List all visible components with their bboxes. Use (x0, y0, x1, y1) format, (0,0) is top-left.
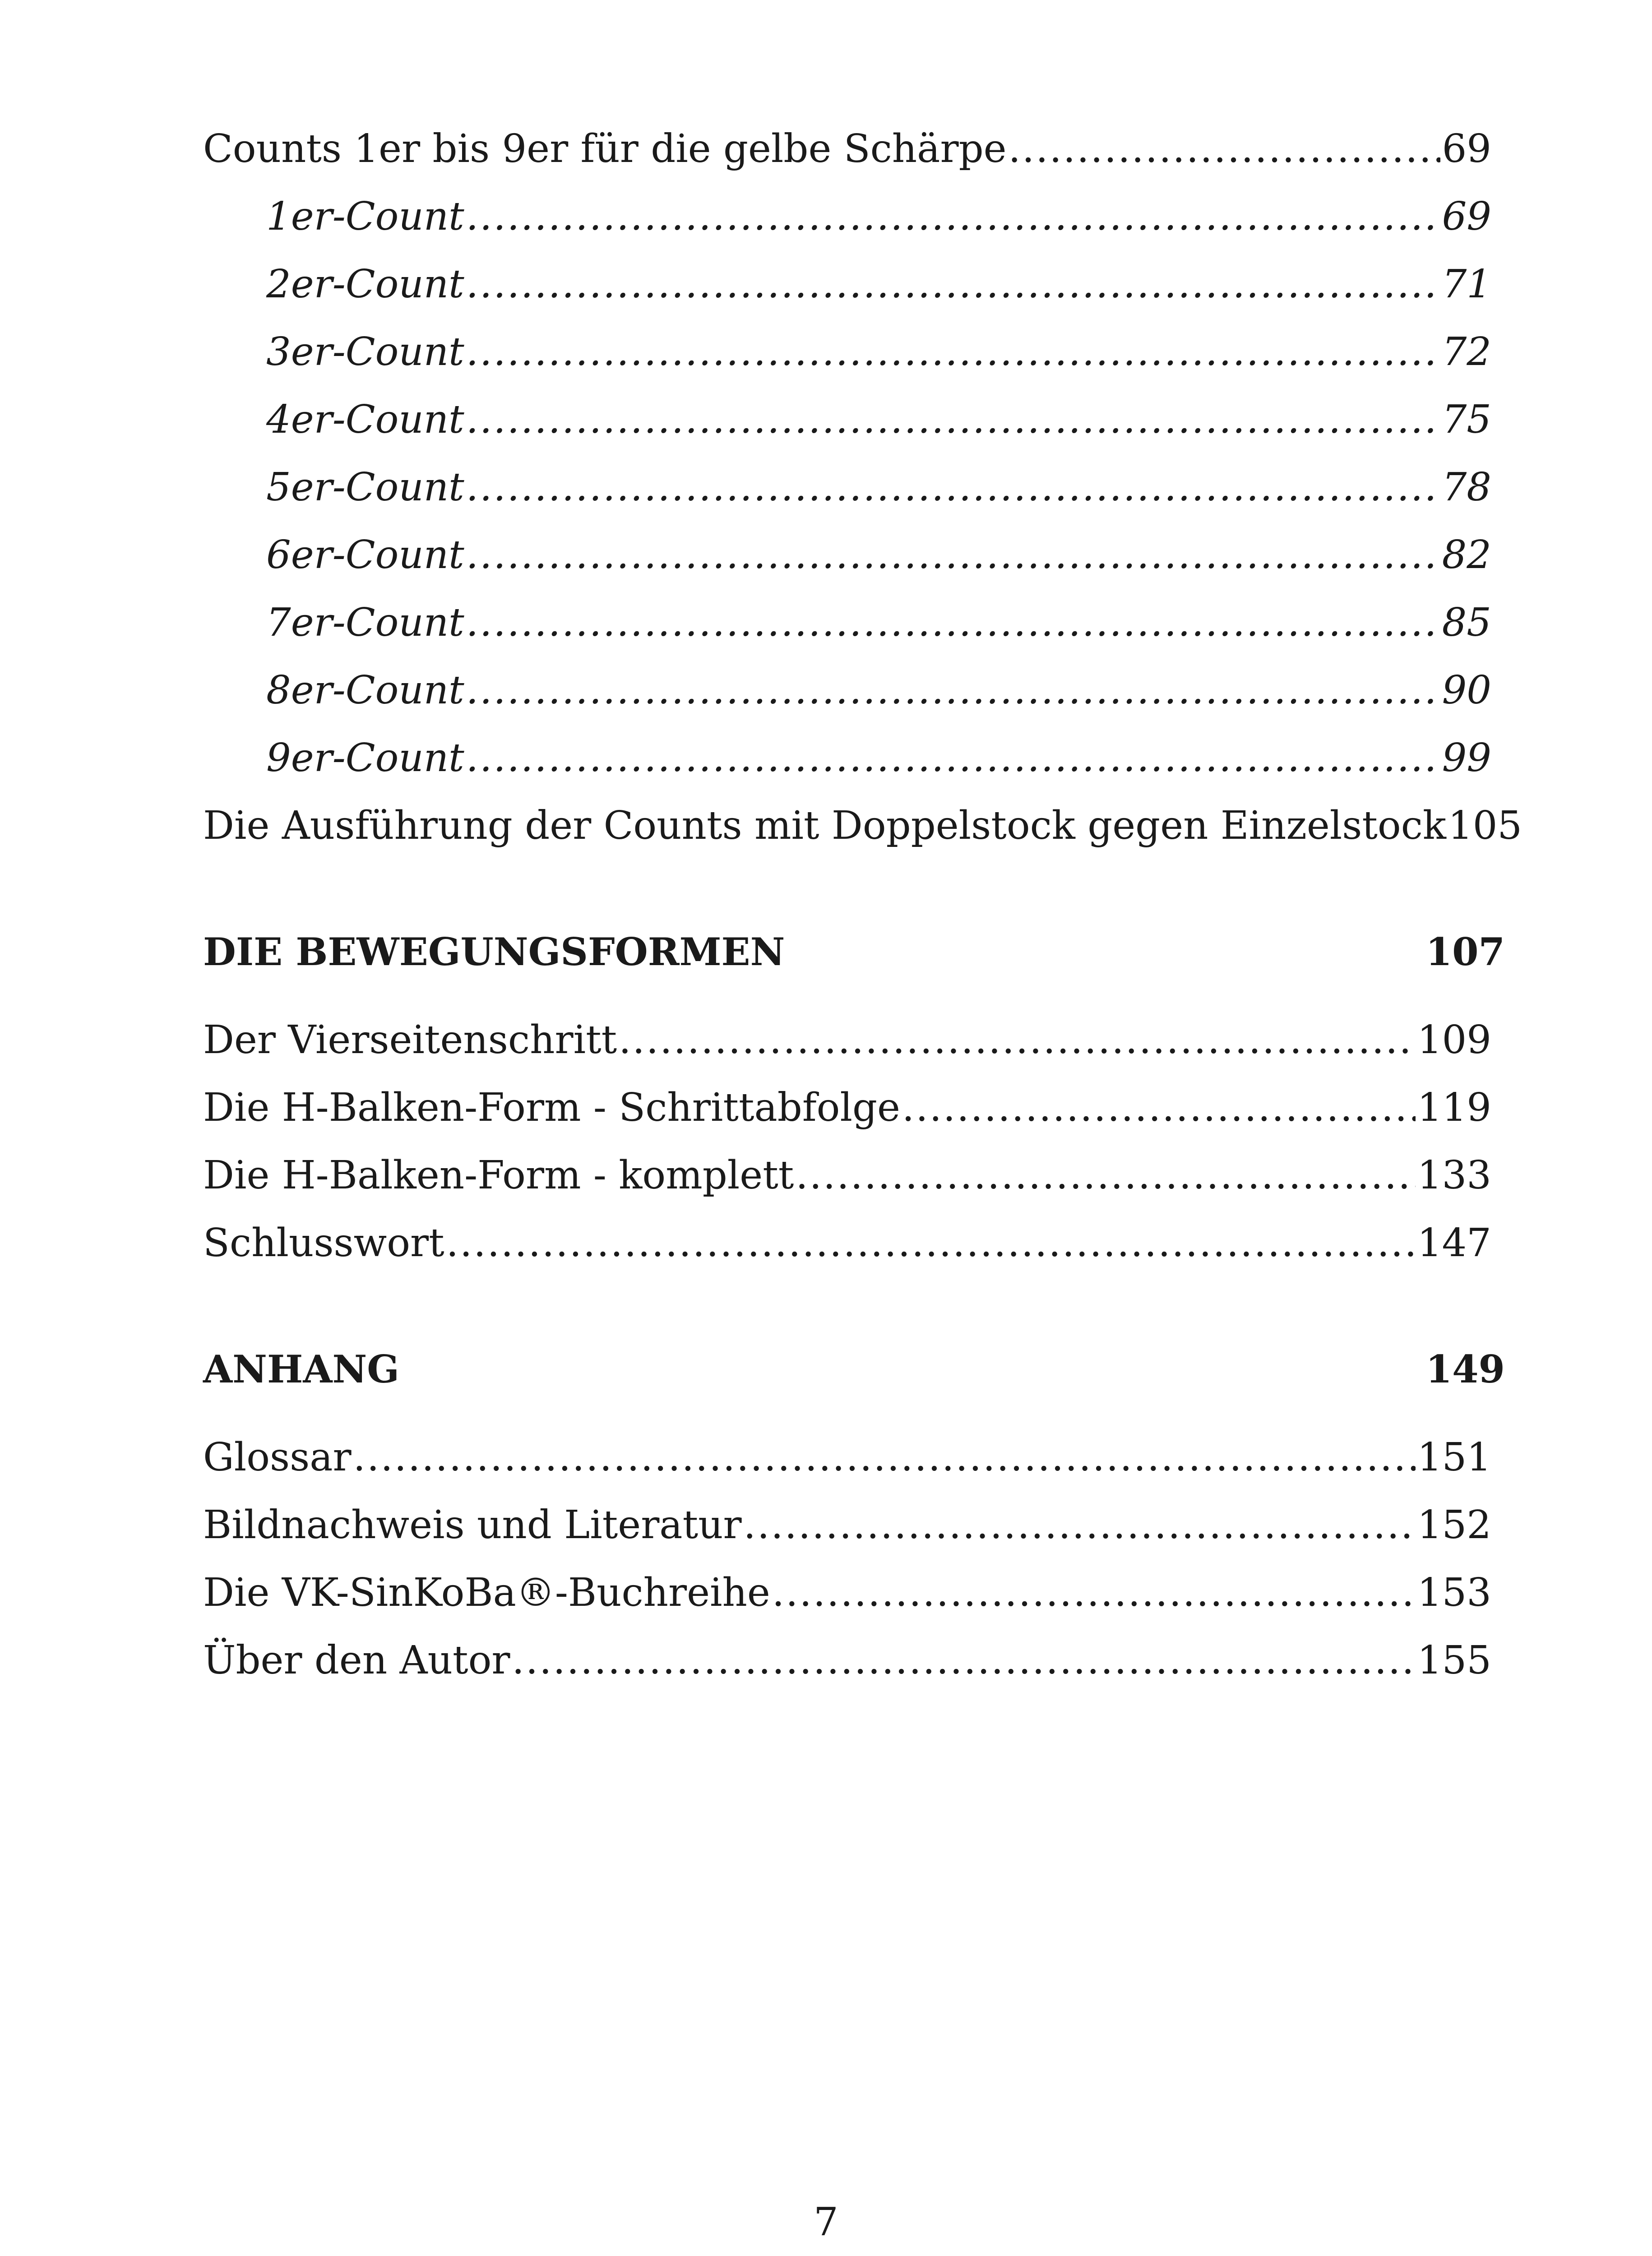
dot-leader (466, 183, 1440, 250)
toc-entry-page: 147 (1417, 1220, 1491, 1266)
toc-entry-label: 3er-Count (266, 329, 464, 374)
toc-entry-label: Die Ausführung der Counts mit Doppelstock gegen Einzelstock (203, 803, 1446, 848)
toc-entry-label: 6er-Count (266, 532, 464, 578)
toc-entry-label: 1er-Count (266, 194, 464, 239)
dot-leader (466, 656, 1440, 724)
toc-entry-label: 5er-Count (266, 465, 464, 510)
toc-entry-label: Schlusswort (203, 1220, 444, 1266)
dot-leader (466, 453, 1440, 521)
toc-entry-page: 105 (1448, 803, 1522, 848)
toc-subentry (203, 724, 1491, 792)
toc-entry-label: Die H-Balken-Form - Schrittabfolge (203, 1085, 900, 1130)
toc-subentry (203, 453, 1491, 521)
toc-entry-page: 155 (1417, 1638, 1491, 1683)
toc-subentry (203, 183, 1491, 250)
toc-entry (203, 1074, 1491, 1142)
section-page: 149 (1425, 1347, 1505, 1392)
toc-entry (203, 1627, 1491, 1694)
toc-entry (203, 1142, 1491, 1209)
toc-entry-page: 71 (1442, 262, 1491, 307)
dot-leader (466, 386, 1440, 453)
toc-entry-label: Über den Autor (203, 1638, 510, 1683)
toc-entry-page: 69 (1442, 194, 1491, 239)
dot-leader (466, 521, 1440, 589)
dot-leader (1009, 115, 1440, 183)
dot-leader (512, 1627, 1415, 1694)
toc-entry-page: 69 (1442, 126, 1491, 171)
toc-entry-page: 85 (1442, 600, 1491, 645)
toc-subentry (203, 318, 1491, 386)
toc-entry-label: 8er-Count (266, 668, 464, 713)
toc-entry-label: Die H-Balken-Form - komplett (203, 1153, 794, 1198)
dot-leader (744, 1491, 1416, 1559)
toc-entry (203, 1209, 1491, 1277)
dot-leader (466, 250, 1440, 318)
section-title: ANHANG (203, 1347, 400, 1392)
toc-entry-label: Die VK-SinKoBa®-Buchreihe (203, 1570, 770, 1615)
toc-section-heading (203, 918, 1505, 986)
toc-entry-page: 90 (1442, 668, 1491, 713)
toc-entry-page: 119 (1417, 1085, 1491, 1130)
table-of-contents (203, 115, 1522, 1694)
toc-entry (203, 792, 1522, 860)
section-page: 107 (1425, 929, 1505, 974)
toc-entry-page: 75 (1442, 397, 1491, 442)
toc-entry-page: 152 (1417, 1502, 1491, 1548)
dot-leader (796, 1142, 1416, 1209)
toc-subentry (203, 250, 1491, 318)
dot-leader (466, 318, 1440, 386)
toc-entry-label: Bildnachweis und Literatur (203, 1502, 742, 1548)
dot-leader (446, 1209, 1416, 1277)
toc-entry-page: 109 (1417, 1017, 1491, 1063)
toc-subentry (203, 589, 1491, 656)
toc-entry-page: 151 (1417, 1435, 1491, 1480)
page-number: 7 (814, 2200, 838, 2245)
toc-entry-page: 82 (1442, 532, 1491, 578)
toc-entry (203, 115, 1491, 183)
dot-leader (902, 1074, 1416, 1142)
toc-entry-label: Glossar (203, 1435, 352, 1480)
toc-entry-label: 7er-Count (266, 600, 464, 645)
toc-entry-label: Der Vierseitenschritt (203, 1017, 617, 1063)
dot-leader (619, 1006, 1416, 1074)
dot-leader (466, 589, 1440, 656)
section-title: DIE BEWEGUNGSFORMEN (203, 929, 785, 974)
toc-subentry (203, 521, 1491, 589)
toc-subentry (203, 656, 1491, 724)
toc-entry-label: Counts 1er bis 9er für die gelbe Schärpe (203, 126, 1007, 171)
toc-entry-page: 99 (1442, 735, 1491, 781)
dot-leader (466, 724, 1440, 792)
dot-leader (353, 1424, 1416, 1491)
toc-entry-label: 9er-Count (266, 735, 464, 781)
toc-entry (203, 1424, 1491, 1491)
toc-entry-page: 133 (1417, 1153, 1491, 1198)
toc-entry-page: 78 (1442, 465, 1491, 510)
toc-entry-label: 2er-Count (266, 262, 464, 307)
toc-section-heading (203, 1336, 1505, 1403)
toc-entry (203, 1006, 1491, 1074)
dot-leader (772, 1559, 1416, 1627)
toc-entry-label: 4er-Count (266, 397, 464, 442)
toc-entry-page: 153 (1417, 1570, 1491, 1615)
toc-subentry (203, 386, 1491, 453)
toc-entry (203, 1559, 1491, 1627)
toc-entry-page: 72 (1442, 329, 1491, 374)
toc-entry (203, 1491, 1491, 1559)
